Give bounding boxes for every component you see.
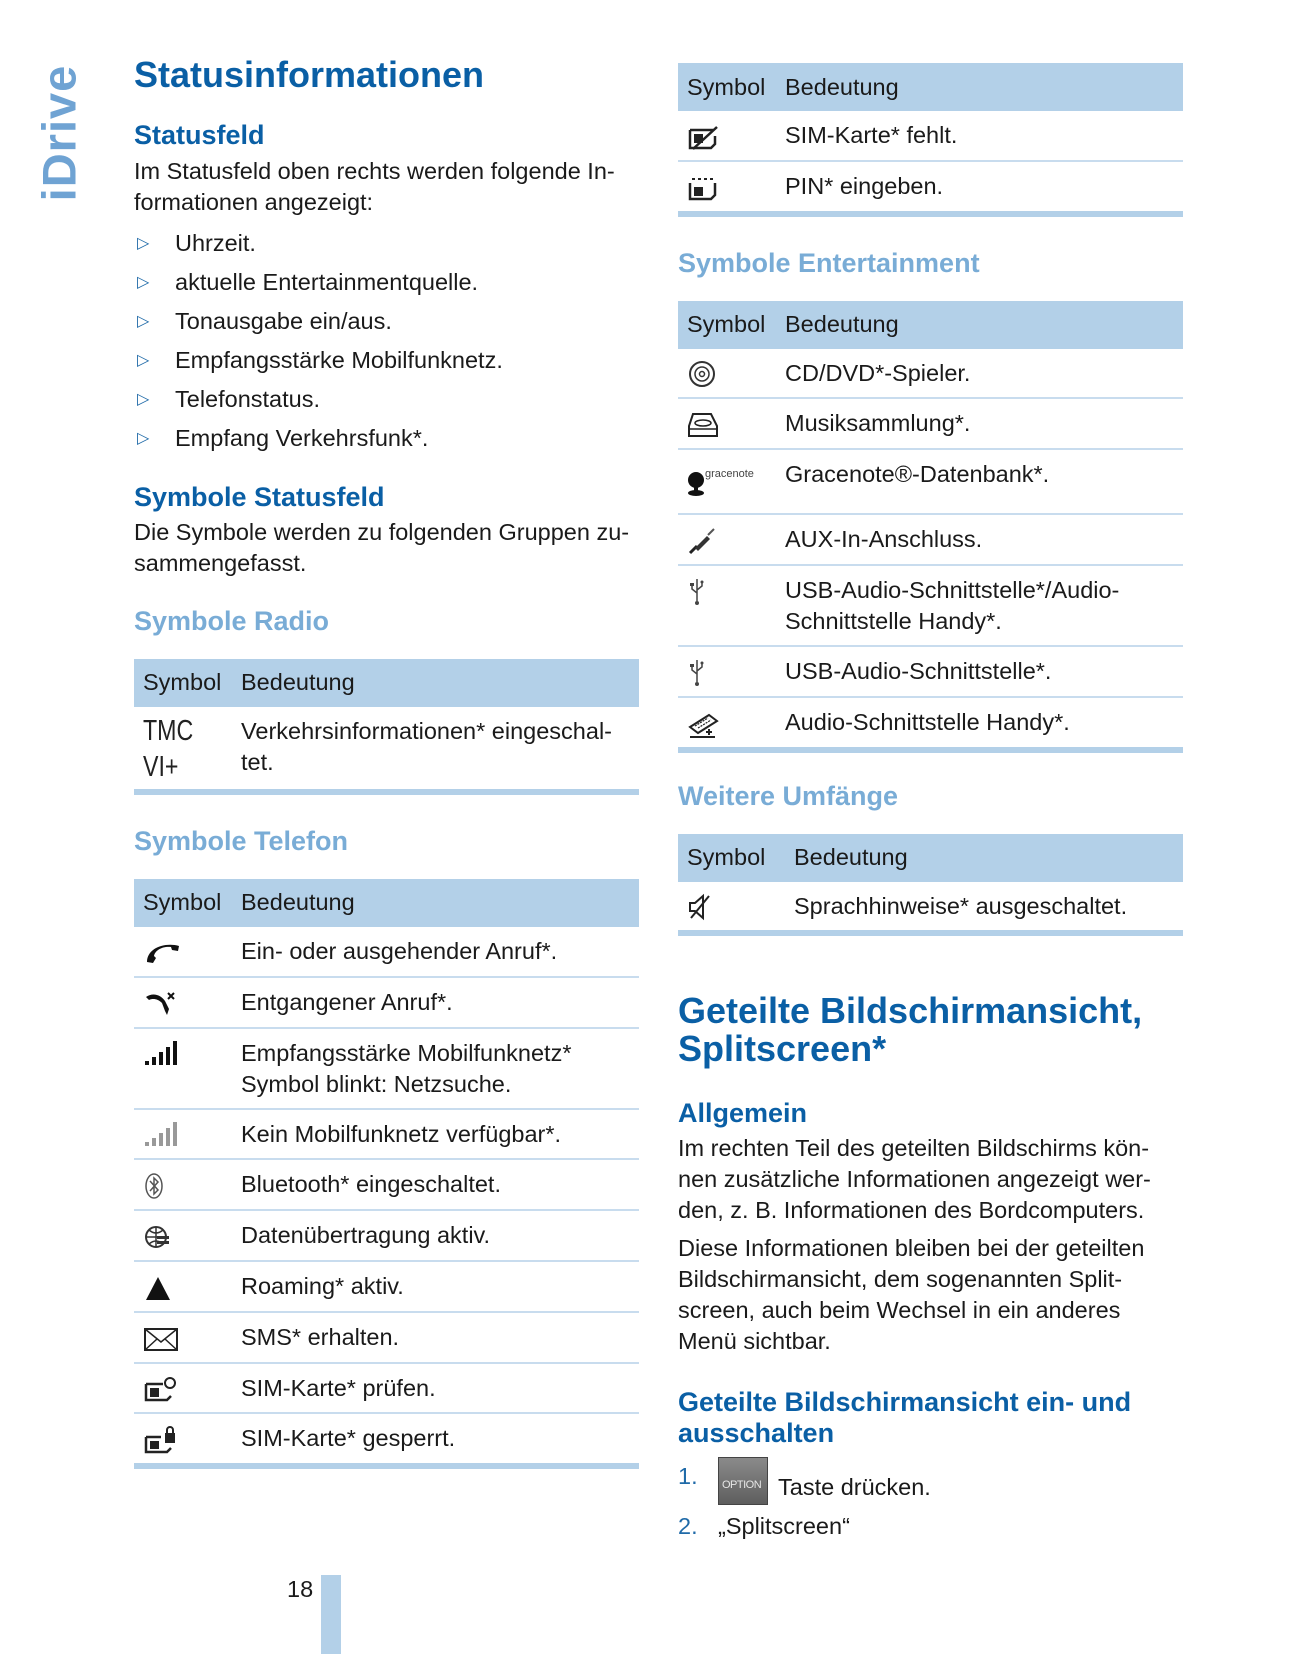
- telefon-symbol-table-continued: [678, 63, 1183, 217]
- phone-audio-interface-icon: [687, 709, 727, 739]
- weitere-heading: Weitere Umfänge: [678, 780, 899, 811]
- roaming-triangle-icon: [143, 1273, 183, 1303]
- table-row: Datenübertragung aktiv.: [134, 1210, 639, 1261]
- col-bedeutung: Bedeutung: [778, 63, 1183, 111]
- step-item: 2. „Splitscreen“: [678, 1513, 850, 1540]
- sim-locked-icon: [143, 1425, 183, 1455]
- pin-entry-icon: [687, 173, 727, 203]
- bullet-triangle-icon: ▷: [137, 312, 150, 330]
- table-row: gracenote Gracenote®-Datenbank*.: [678, 449, 1183, 514]
- symbole-statusfeld-text: Die Symbole werden zu folgenden Gruppen zu- sammengefasst.: [134, 518, 630, 576]
- table-row: Audio-Schnittstelle Handy*.: [678, 697, 1183, 750]
- page-title: Statusinformationen: [134, 54, 485, 95]
- col-symbol: Symbol: [134, 659, 234, 707]
- usb-icon: [687, 658, 727, 688]
- table-row: Roaming* aktiv.: [134, 1261, 639, 1312]
- table-row: Sprachhinweise* ausgeschaltet.: [678, 882, 1183, 934]
- col-symbol: Symbol: [134, 879, 234, 927]
- statusfeld-intro: Im Statusfeld oben rechts werden folgende In- formationen angezeigt:: [134, 157, 615, 215]
- allgemein-para2: Diese Informationen bleiben bei der geteilten Bildschirmansicht, dem sogenannten Split- screen, auch beim Wechsel in ein anderes Menü sichtbar.: [678, 1235, 1145, 1355]
- option-button-icon: OPTION: [718, 1457, 768, 1505]
- allgemein-heading: Allgemein: [678, 1098, 808, 1129]
- list-item: ▷ Telefonstatus.: [134, 380, 639, 419]
- table-row: TMC VI+ Verkehrsinformationen* eingeschal- tet.: [134, 707, 639, 792]
- symbole-statusfeld-heading: Symbole Statusfeld: [134, 481, 385, 512]
- bullet-triangle-icon: ▷: [137, 429, 150, 447]
- col-bedeutung: Bedeutung: [234, 659, 639, 707]
- sms-envelope-icon: [143, 1324, 183, 1354]
- page-marker-bar: [321, 1575, 341, 1654]
- table-row: USB-Audio-Schnittstelle*.: [678, 646, 1183, 697]
- table-row: Ein- oder ausgehender Anruf*.: [134, 927, 639, 977]
- table-row: SIM-Karte* gesperrt.: [134, 1413, 639, 1466]
- step-item: 1. OPTION Taste drücken.: [678, 1457, 1183, 1507]
- col-bedeutung: Bedeutung: [778, 301, 1183, 349]
- list-item: ▷ Empfang Verkehrsfunk*.: [134, 419, 639, 458]
- chapter-tab-label: iDrive: [32, 64, 86, 202]
- col-symbol: Symbol: [678, 834, 787, 882]
- entertainment-symbol-table: [678, 301, 1183, 753]
- phone-call-icon: [143, 938, 183, 968]
- entertainment-heading: Symbole Entertainment: [678, 247, 980, 278]
- table-row: PIN* eingeben.: [678, 161, 1183, 214]
- statusfeld-list: [134, 224, 639, 458]
- radio-symbol-table: [134, 659, 639, 795]
- table-row: USB-Audio-Schnittstelle*/Audio- Schnittstelle Handy*.: [678, 565, 1183, 646]
- list-item: ▷ Empfangsstärke Mobilfunknetz.: [134, 341, 639, 380]
- music-collection-icon: [687, 410, 727, 440]
- bullet-triangle-icon: ▷: [137, 351, 150, 369]
- right-column: [678, 63, 1183, 1546]
- steps-list: [678, 1457, 1183, 1546]
- data-transfer-globe-icon: [143, 1222, 183, 1252]
- usb-icon: [687, 577, 727, 607]
- tmc-symbol: TMC VI+: [134, 707, 234, 792]
- bluetooth-icon: [143, 1171, 183, 1201]
- table-row: SIM-Karte* fehlt.: [678, 111, 1183, 161]
- col-symbol: Symbol: [678, 301, 778, 349]
- chapter-tab: [34, 58, 84, 208]
- col-bedeutung: Bedeutung: [234, 879, 639, 927]
- cd-dvd-icon: [687, 359, 727, 389]
- voice-muted-icon: [687, 892, 727, 922]
- missed-call-icon: [143, 989, 183, 1019]
- col-symbol: Symbol: [678, 63, 778, 111]
- left-column: [134, 56, 639, 1469]
- table-row: SMS* erhalten.: [134, 1312, 639, 1363]
- radio-heading: Symbole Radio: [134, 605, 330, 636]
- col-bedeutung: Bedeutung: [787, 834, 1183, 882]
- table-row: AUX-In-Anschluss.: [678, 514, 1183, 565]
- bullet-triangle-icon: ▷: [137, 234, 150, 252]
- table-row: Entgangener Anruf*.: [134, 977, 639, 1028]
- table-row: CD/DVD*-Spieler.: [678, 349, 1183, 399]
- telefon-heading: Symbole Telefon: [134, 825, 349, 856]
- table-row: SIM-Karte* prüfen.: [134, 1363, 639, 1414]
- weitere-symbol-table: [678, 834, 1183, 937]
- list-item: ▷ Tonausgabe ein/aus.: [134, 302, 639, 341]
- signal-strength-icon: [143, 1039, 183, 1069]
- telefon-symbol-table: [134, 879, 639, 1469]
- allgemein-para1: Im rechten Teil des geteilten Bildschirms kön- nen zusätzliche Informationen angezeigt wer- den, z. B. Informationen des Bordcomputers.: [678, 1135, 1151, 1224]
- sim-check-icon: [143, 1374, 183, 1404]
- bullet-triangle-icon: ▷: [137, 273, 150, 291]
- toggle-heading: Geteilte Bildschirmansicht ein- und ausschalten: [678, 1387, 1132, 1449]
- aux-plug-icon: [687, 526, 727, 556]
- table-row: Bluetooth* eingeschaltet.: [134, 1159, 639, 1210]
- table-row: Musiksammlung*.: [678, 398, 1183, 449]
- splitscreen-title: Geteilte Bildschirmansicht, Splitscreen*: [678, 990, 1143, 1070]
- sim-missing-icon: [687, 122, 727, 152]
- list-item: ▷ aktuelle Entertainmentquelle.: [134, 263, 639, 302]
- statusfeld-heading: Statusfeld: [134, 119, 265, 150]
- list-item: ▷ Uhrzeit.: [134, 224, 639, 263]
- table-row: Kein Mobilfunknetz verfügbar*.: [134, 1109, 639, 1160]
- page-number: 18: [287, 1576, 314, 1602]
- table-row: Empfangsstärke Mobilfunknetz* Symbol blinkt: Netzsuche.: [134, 1028, 639, 1109]
- no-signal-icon: [143, 1120, 183, 1150]
- bullet-triangle-icon: ▷: [137, 390, 150, 408]
- gracenote-icon: gracenote: [687, 459, 754, 497]
